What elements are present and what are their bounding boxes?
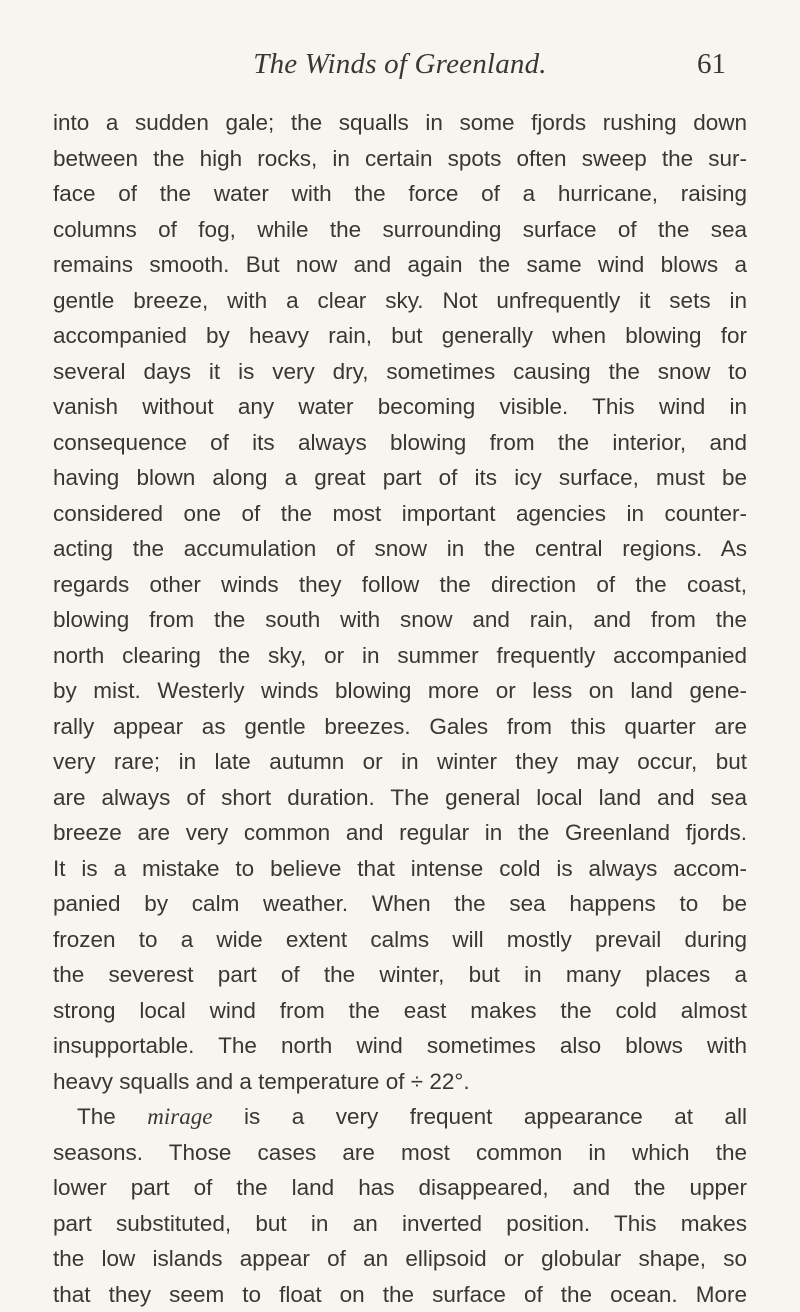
text-line: columns of fog, while the surrounding surface of the sea: [53, 212, 747, 248]
running-head: [0, 44, 800, 84]
text-line: between the high rocks, in certain spots often sweep the sur-: [53, 141, 747, 177]
paragraph: [53, 105, 747, 1099]
text-line: frozen to a wide extent calms will mostly prevail during: [53, 922, 747, 958]
text-line: that they seem to float on the surface of the ocean. More: [53, 1277, 747, 1312]
page-number: 61: [697, 44, 726, 84]
paragraph: [53, 1135, 747, 1312]
text-line: having blown along a great part of its icy surface, must be: [53, 460, 747, 496]
running-title: The Winds of Greenland.: [0, 44, 800, 84]
text-line: face of the water with the force of a hurricane, raising: [53, 176, 747, 212]
text-line: considered one of the most important agencies in counter-: [53, 496, 747, 532]
text-line: consequence of its always blowing from the interior, and: [53, 425, 747, 461]
body-text: [53, 105, 747, 1312]
text-line: acting the accumulation of snow in the central regions. As: [53, 531, 747, 567]
text-line: several days it is very dry, sometimes causing the snow to: [53, 354, 747, 390]
text-line: insupportable. The north wind sometimes also blows with: [53, 1028, 747, 1064]
text-line: seasons. Those cases are most common in which the: [53, 1135, 747, 1171]
text-line: regards other winds they follow the direction of the coast,: [53, 567, 747, 603]
text-span: is a very frequent appearance at all: [212, 1104, 747, 1129]
text-line: breeze are very common and regular in the Greenland fjords.: [53, 815, 747, 851]
text-line: the severest part of the winter, but in many places a: [53, 957, 747, 993]
text-line: It is a mistake to believe that intense cold is always accom-: [53, 851, 747, 887]
text-span: The: [77, 1104, 147, 1129]
text-line: panied by calm weather. When the sea happens to be: [53, 886, 747, 922]
italic-term: mirage: [147, 1104, 212, 1129]
text-line: strong local wind from the east makes the cold almost: [53, 993, 747, 1029]
text-line: blowing from the south with snow and rain, and from the: [53, 602, 747, 638]
text-line: north clearing the sky, or in summer frequently accompanied: [53, 638, 747, 674]
text-line: heavy squalls and a temperature of ÷ 22°.: [53, 1064, 747, 1100]
text-line: the low islands appear of an ellipsoid or globular shape, so: [53, 1241, 747, 1277]
text-line: gentle breeze, with a clear sky. Not unfrequently it sets in: [53, 283, 747, 319]
text-line: lower part of the land has disappeared, and the upper: [53, 1170, 747, 1206]
text-line: part substituted, but in an inverted position. This makes: [53, 1206, 747, 1242]
text-line: accompanied by heavy rain, but generally when blowing for: [53, 318, 747, 354]
text-line: vanish without any water becoming visible. This wind in: [53, 389, 747, 425]
text-line: remains smooth. But now and again the same wind blows a: [53, 247, 747, 283]
text-line: into a sudden gale; the squalls in some fjords rushing down: [53, 105, 747, 141]
text-line: by mist. Westerly winds blowing more or less on land gene-: [53, 673, 747, 709]
text-line: [53, 1099, 747, 1135]
text-line: very rare; in late autumn or in winter they may occur, but: [53, 744, 747, 780]
text-line: are always of short duration. The general local land and sea: [53, 780, 747, 816]
text-line: rally appear as gentle breezes. Gales from this quarter are: [53, 709, 747, 745]
